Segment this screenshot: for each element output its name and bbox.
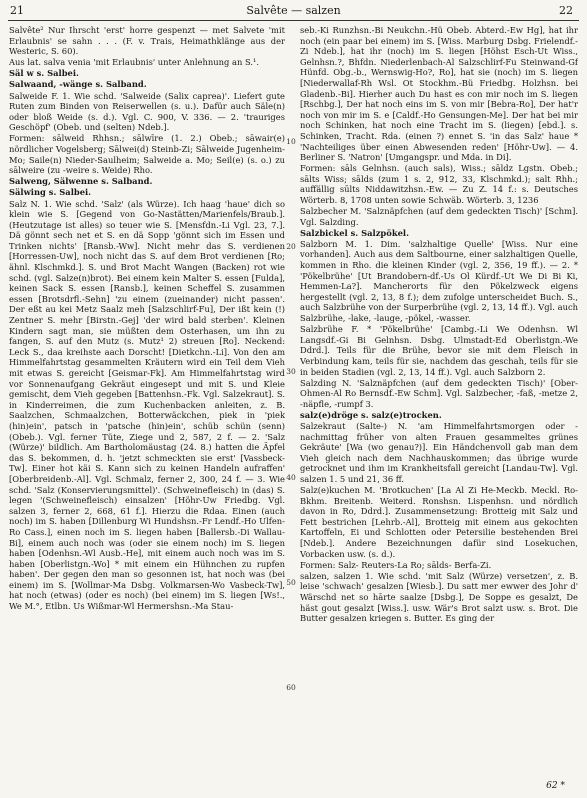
entry-salzekraut: Salzekraut (Salte-) N. 'am Himmelfahrtsmorgen oder -nachmittag früher von alten Frauen gesammeltes grünes Gekräute' [Wa (wo genau?)]. Ein Händchenvoll gab man dem Vieh gleich nach dem Nachhauskommen; das übrige wurde getrocknet und ihm im Krankheitsfall gereicht [Landau-Tw]. Vgl. salzen 1. 5 und 21, 36 ff. [300, 420, 578, 484]
page-header [8, 4, 579, 18]
entry-salzedroege: salz(e)dröge s. salz(e)trocken. [300, 409, 442, 420]
entry-salzborn: Salzborn M. 1. Dim. 'salzhaltige Quelle' [Wiss. Nur eine vorhanden]. Auch aus dem Saltbourne, einer salzhaltigen Quelle, kommen in Rho. die kleinen Kinder (vgl. 2, 356, 19 ff.). — 2. * 'Pökelbrühe' [Ut Brandobern-df.-Us Ol Kürdf.-Ut We Di Bi Ki, Hemmen-La?]. Mancherorts für den Pökelzweck eigens hergestellt (vgl. 2, 13, 8 f.); dem zufolge unterscheidet Buch. S., auch Salzbrühe von der Surperbrühe (vgl. 2, 13, 14 ff.). Vgl. auch Salzbrühe, -lake, -lauge, -pökel, -wasser. [300, 238, 578, 324]
etymology-note: Aus lat. salva venia 'mit Erlaubnis' unter Anlehnung an S.¹. [9, 57, 260, 68]
entry-salvete: Salvête² Nur Ihrscht 'erst' horre gespenzt — met Salvete 'mit Erlaubnis' se sahn . . . (F. v. Trais, Heimathklänge aus der Westeric, S. 60). [9, 25, 285, 57]
forms-salzekuchen: Formen: Salz- Reuters-La Ro; sālds- Berfa-Zi. [300, 559, 492, 570]
right-column [300, 25, 578, 780]
line-number-40: 40 [286, 473, 296, 482]
entry-salzbickel: Salzbickel s. Salzpökel. [300, 227, 409, 238]
entry-salzen: salzen, salzen 1. Wie schd. 'mit Salz (Würze) versetzen', z. B. leise 'schwach' gesalzen [Wiesb.]. Du satt mer ewwer des Johr d' Wärschd net so hārte saalze [Dsbg.], De Soppe es gesalzt, De häst gout gesalzt [Wiss.]. usw. Wär's Brot salzt usw. s. Brot. Die Butter gesalzen kriegen s. Butter. Es ging der [300, 570, 578, 624]
forms-salz: Formen: sāls Gelnhsn. (auch sals), Wiss.; sāldz Lgstn. Obeb.; sālts Wiss; sālds (zum 1 s. 2, 912, 33, Klschmkd.); salt Rhh.; auffällig sūlts Niddawitzhsn.-Ew. — Zu Z. 14 f.: s. Deutsches Wörterb. 8, 1708 unten sowie Schwäb. Wörterb. 3, 1236 [300, 163, 578, 205]
running-title: Salvête — salzen [246, 4, 341, 17]
page-number-right: 22 [559, 4, 573, 17]
line-number-50: 50 [286, 578, 296, 587]
left-column [9, 25, 285, 780]
line-number-60: 60 [286, 683, 296, 692]
line-number-10: 10 [286, 137, 296, 146]
line-number-30: 30 [286, 367, 296, 376]
entry-salweide: Salweide F. 1. Wie schd. 'Salweide (Salix caprea)'. Liefert gute Ruten zum Binden von Reiserwellen (s. u.). Dafür auch Säle(n) oder bloß Weide (s. d.). Vgl. C. 900, V. 336. — 2. 'trauriges Geschöpf' (Obeb. und (selten) Ndeb.]. [9, 90, 285, 133]
entry-salwing: Sälwing s. Salbei. [9, 187, 92, 198]
forms-salweide: Formen: sālweid Rhhsn.; sālwīre (1. 2.) Obeb.; sāwair(e) nördlicher Vogelsberg; Sālwei(d) Steinb-Zi; Sālweide Jugenheim-Mo; Saile(n) Nieder-Saulheim; Salweide a. Mo; Seil(e) (s. o.) zu sālweire (zu -weire s. Weide) Rho. [9, 133, 285, 176]
entry-salzbruehe: Salzbrühe F. * 'Pökelbrühe' [Cambg.-Li We Odenhsn. Wl Langsdf.-Gi Bi Gelnhsn. Dsbg. Ulmstadt-Ed Oberlistgn.-We Ddrd.]. Teils für die Brühe, bevor sie mit dem Fleisch in Verbindung kam, teils für sie, nachdem das geschah, teils für sie in beiden Stadien (vgl. 2, 13, 14 ff.). Vgl. auch Salzborn 2. [300, 324, 578, 377]
page-number-left: 21 [10, 4, 24, 17]
line-number-20: 20 [286, 242, 296, 251]
entry-salzding: Salzding N. 'Salznäpfchen (auf dem gedeckten Tisch)' [Ober-Ohmen-Al Ro Bernsdf.-Ew Schm]. Vgl. Salzbecher, -faß, -metze 2, -näpfle, -rumpf 3. [300, 377, 578, 409]
signature-mark: 62 * [546, 781, 565, 791]
entry-salzbecher: Salzbecher M. 'Salznäpfchen (auf dem gedeckten Tisch)' [Schm]. Vgl. Salzding. [300, 206, 578, 227]
entry-salwaand: Salwaand, -wänge s. Salband. [9, 79, 147, 90]
entry-salz-continued: seb.-Ki Runzhsn.-Bi Neukchn.-Hü Obeb. Abterd.-Ew Hg], hat ihr noch (ein paar bei einem) im S. [Wiss. Marburg Dsbg. Frielendf.-Zi Ndeb.], hat ihr (noch) im S. liegen [Höhst Esch-Ut Wiss., Gelnhsn.?, Bhfdn. Niederlenbach-Al Salzschlirf-Fu Steinwand-Gf Hünfd. Obg.-b., Wernswig-Ho?, Ro], hat sie (noch) im S. liegen [Niederwallaf-Rh Wsl. Ot Stockhm.-Bü Friedbg. Holzhsn. bei Gladenb.-Bi]. Hierher auch Du hast es con mir noch im S. liegen [Rschbg.], Der hat noch eins im S. von mir [Bebra-Ro], Der hat'r noch von mir im S. e [Caldf.-Ho Gensungen-Me]. Der hat bei mir noch Schinken, hat noch eine Tracht im S. (liegen) [ebd.]. s. Schinken, Tracht. Rda. (einen ?) ennet S. 'in das Salz' haue * 'Nachteiliges über einen Abwesenden reden' [Höhr-Uw]. — 4. Berliner S. 'Natron' [Umgangspr. und Mda. in Di]. [300, 25, 578, 163]
entry-salzekuchen: Salz(e)kuchen M. 'Brotkuchen' [La Al Zi He-Meckb. Meckl. Ro-Bkhm. Breitenb. Weiterd. Ronshsn. Lispenhsn. und nördlich davon in Ro, Ddrd.]. Zusammensetzung: Brotteig mit Salz und Fett bestrichen [Lehrb.-Al], Brotteig mit einem aus gekochten Kartoffeln, Ei und Schlotten oder Petersilie bestehenden Brei [Ndeb.]. Andere Bezeichnungen dafür sind Losekuchen, Vorbacken usw. (s. d.). [300, 485, 578, 559]
header-rule [8, 20, 579, 21]
entry-salz: Salz N. 1. Wie schd. 'Salz' (als Würze). Ich haag 'haue' dich so klein wie S. [Gegend von Go-Nastätten/Marienfels/Braub.]. (Heutzutage ist alles) so teuer wie S. [Mensfdn.-Li Vgl. 23, 7.]. Dä gönnt sech net et S. en dä Sopp 'gönnt sich im Essen und Trinken nichts' [Ransb.-Ww]. Nicht mehr das S. verdienen [Horressen-Uw], noch nicht das S. auf dem Brot verdienen [Ro; ähnl. Klschmkd.]. S. und Brot Macht Wangen (Backen) rot wie schd. (vgl. Salze(n)brot). Bei einem kein Malter S. essen [Fulda], keinen Sack S. essen [Ransb.], keinen Scheffel S. zusammen essen [Brotsdrfl.-Sehn] 'zu einem (zueinander) nicht passen'. Der eßt au kei Metz Saalz meh [Salzschlirf-Fu], Der ißt kein (!) Zentner S. mehr [Birstn.-Gej] 'der wird bald sterben'. Kleinen Kindern sagt man, sie müßten dem Osterhasen, um ihn zu fangen, S. auf den Mutz (s. Mutz¹ 2) streuen [Ro]. Neckend: Leck S., daa kreihste aach Dorscht! [Dietkchn.-Li]. Von den am Himmelfahrtstag gesammelten Kräutern wird ein Teil dem Vieh mit etwas S. gereicht [Geismar-Fk]. Am Himmelfahrtstag wird vor Sonnenaufgang Gekräut eingesept und mit S. und Kleie gemischt, dem Vieh gegeben [Battenhsn.-Fk. Vgl. Salzekraut]. S. in Kinderreimen, die zum Kuchenbacken anleiten, z. B. Saalzchen, Schmaalzchen, Botterwäckchen, piek in 'piek (hin)ein', patsch in 'patsche (hin)ein', schüb schün (senn) (Obeb.). Vgl. ferner Tüte, Ziege und 2, 587, 2 f. — 2. 'Salz (Würze)' bildlich. Am Bartholomäustag (24. 8.) hatten die Äpfel das S. bekommen, d. h. 'jetzt schmeckten sie erst' [Vassbeck-Tw]. Einer hot käi S. Kann sich zu keinen Handeln aufraffen' [Oberbreidenb.-Al]. Vgl. Schmalz, ferner 2, 300, 24 f. — 3. Wie schd. 'Salz (Konservierungsmittel)'. (Schweinefleisch) in (das) S. legen '(Schweinefleisch) einsalzen' [Höhr-Uw Friedbg. Vgl. salzen 3, ferner 2, 668, 61 f.]. Hierzu die Rdaa. Einen (auch noch) im S. haben [Dillenburg Wi Hundshsn.-Fr Lendf.-Ho Ulfen-Ro Cass.], einen noch im S. liegen haben [Ballersb.-Di Wallau-Bi], einem auch noch was (oder sie einem noch) im S. liegen haben [Odenhsn.-Wl Ausb.-He], mit einem auch noch was im S. haben [Oberlistgn.-Wo] * mit einem ein Hühnchen zu rupfen haben'. Der gegen den man so gesonnen ist, hat noch was (bei einem) im S. [Wollmar-Ma Dsbg. Volkmarsen-Wo Vasbeck-Tw], hat noch (etwas) (oder es noch) (bei einem) im S. liegen [Ws!., We M.°, Etlbn. Us Wißmar-Wl Hermershsn.-Ma Stau- [9, 198, 285, 612]
entry-salweng: Salweng, Sälwenne s. Salband. [9, 176, 153, 187]
entry-salw: Säl w s. Salbei. [9, 68, 79, 79]
